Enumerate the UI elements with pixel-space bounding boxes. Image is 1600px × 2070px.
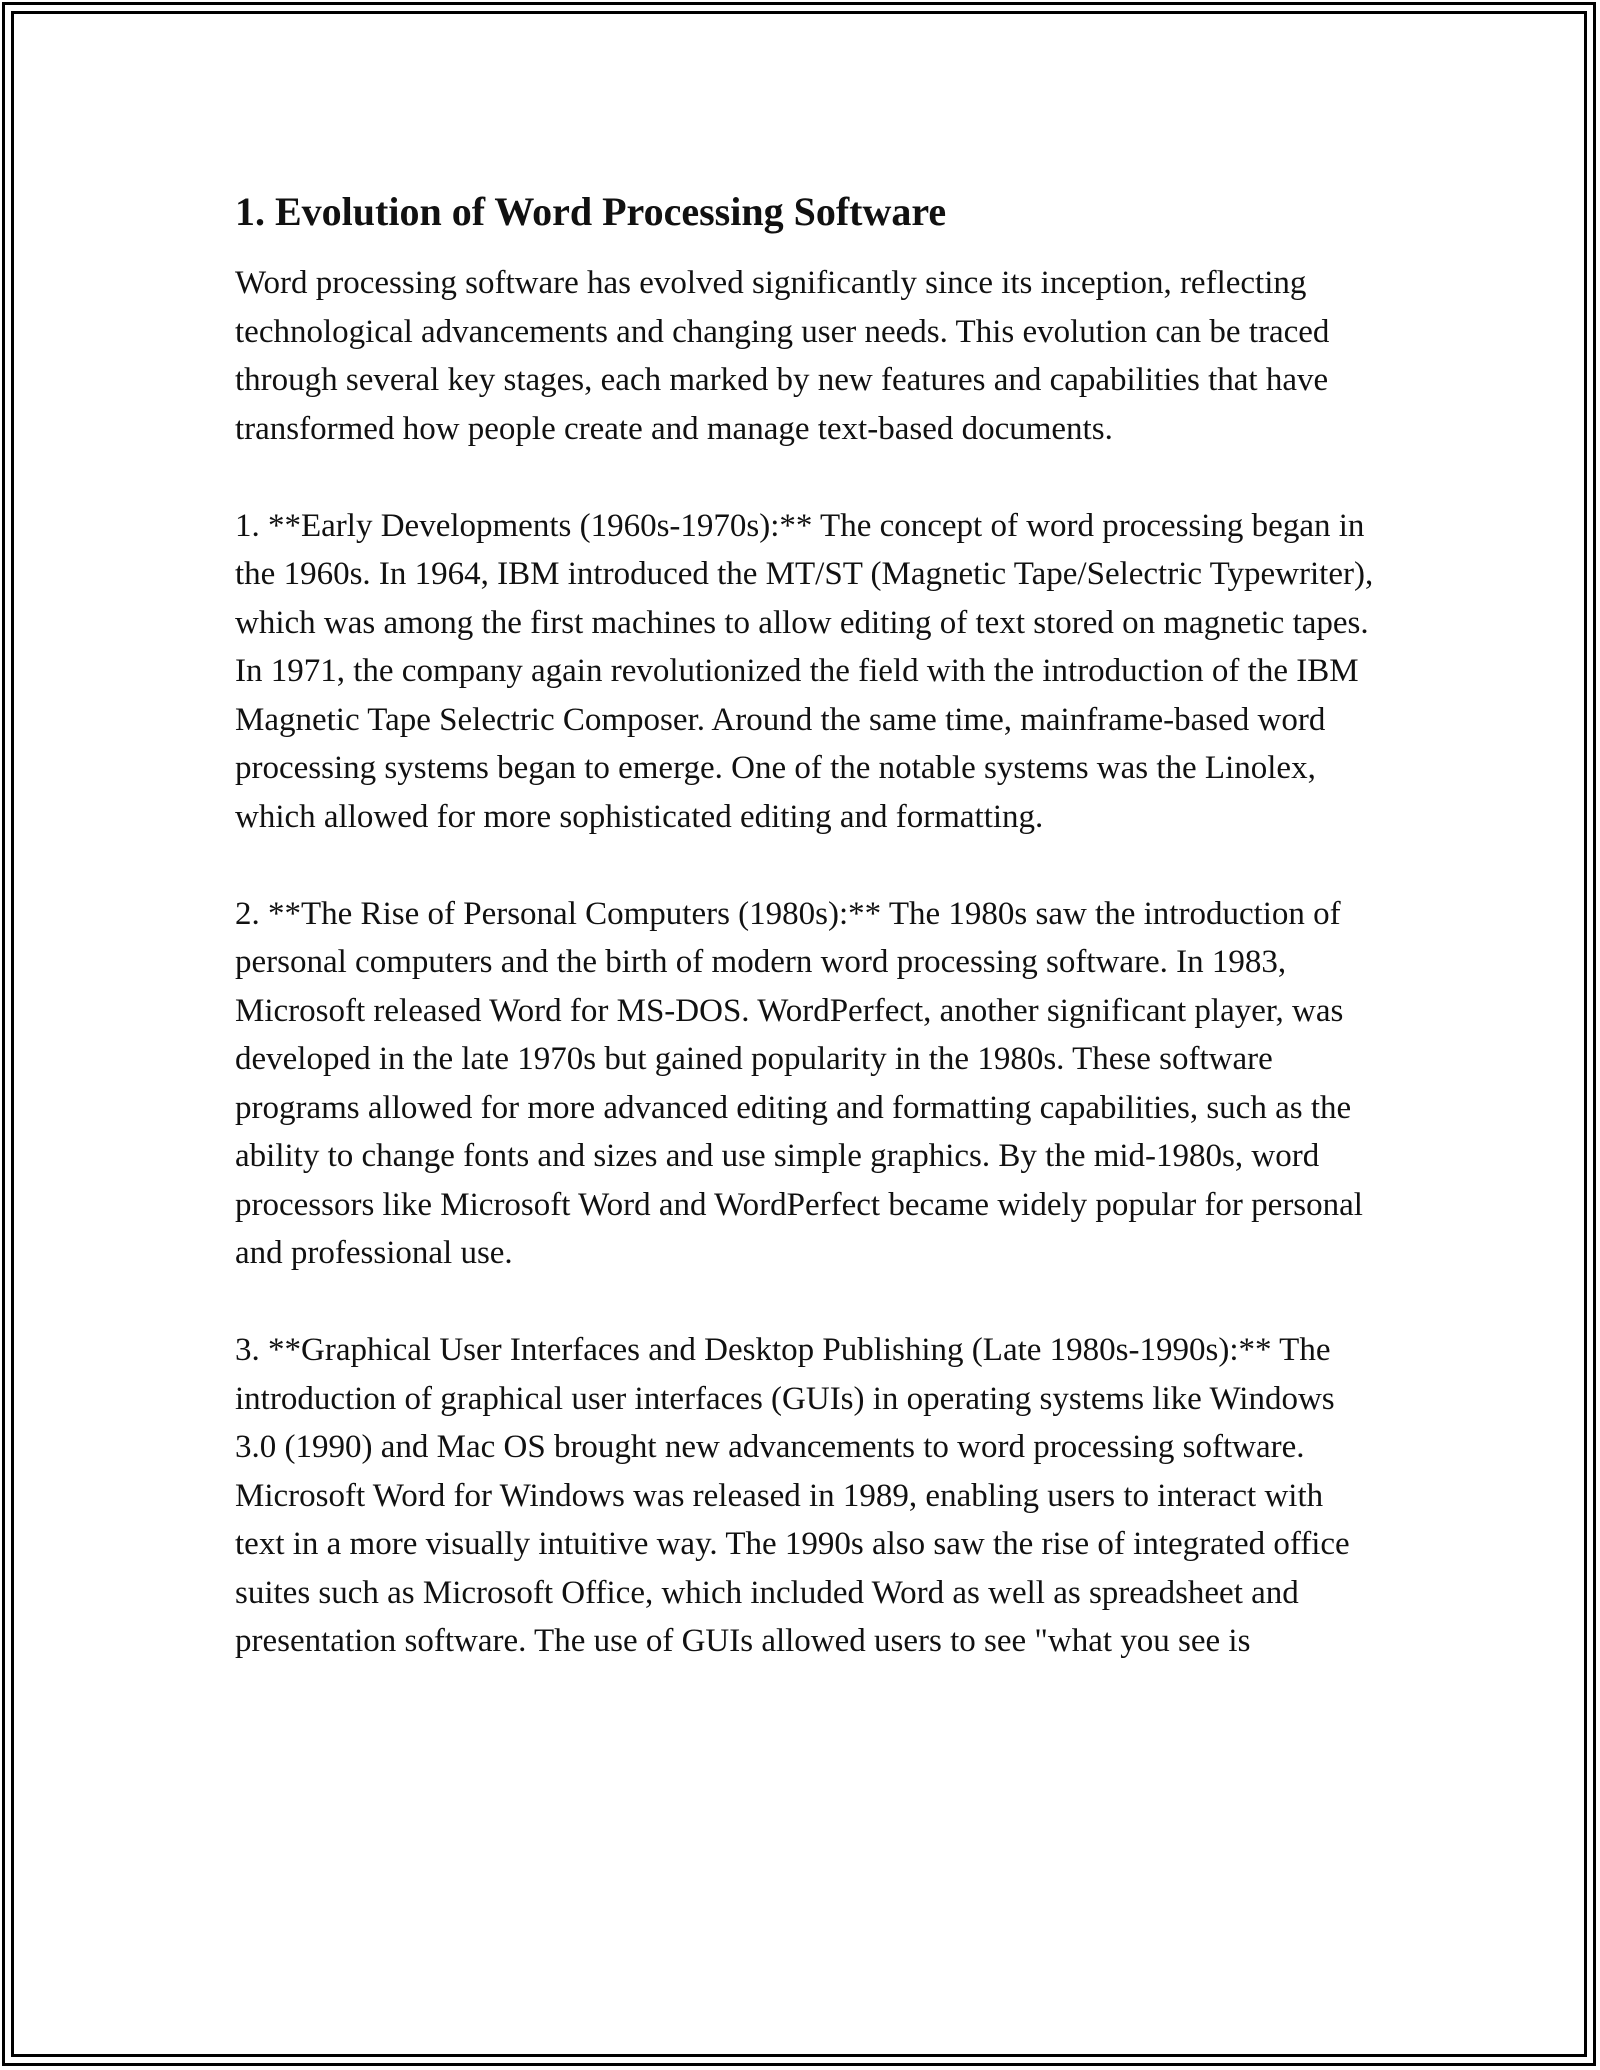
document-body xyxy=(235,185,1375,1714)
intro-paragraph: Word processing software has evolved significantly since its inception, reflecting technological advancements and changing user needs. This evolution can be traced through several key stages, each marked by new features and capabilities that have transformed how people create and manage text-based documents. xyxy=(235,265,1330,447)
section-heading: 1. Evolution of Word Processing Software xyxy=(235,189,947,234)
early-developments-paragraph: 1. **Early Developments (1960s-1970s):** The concept of word processing began in the 1960s. In 1964, IBM introduced the MT/ST (Magnetic Tape/Selectric Typewriter), which was among the first machines to allow editing of text stored on magnetic tapes. In 1971, the company again revolutionized the field with the introduction of the IBM Magnetic Tape Selectric Composer. Around the same time, mainframe-based word processing systems began to emerge. One of the notable systems was the Linolex, which allowed for more sophisticated editing and formatting. xyxy=(235,507,1374,835)
personal-computers-paragraph: 2. **The Rise of Personal Computers (1980s):** The 1980s saw the introduction of personal computers and the birth of modern word processing software. In 1983, Microsoft released Word for MS-DOS. WordPerfect, another significant player, was developed in the late 1970s but gained popularity in the 1980s. These software programs allowed for more advanced editing and formatting capabilities, such as the ability to change fonts and sizes and use simple graphics. By the mid-1980s, word processors like Microsoft Word and WordPerfect became widely popular for personal and professional use. xyxy=(235,895,1363,1271)
gui-desktop-publishing-paragraph: 3. **Graphical User Interfaces and Desktop Publishing (Late 1980s-1990s):** The introduction of graphical user interfaces (GUIs) in operating systems like Windows 3.0 (1990) and Mac OS brought new advancements to word processing software. Microsoft Word for Windows was released in 1989, enabling users to interact with text in a more visually intuitive way. The 1990s also saw the rise of integrated office suites such as Microsoft Office, which included Word as well as spreadsheet and presentation software. The use of GUIs allowed users to see "what you see is xyxy=(235,1332,1350,1659)
